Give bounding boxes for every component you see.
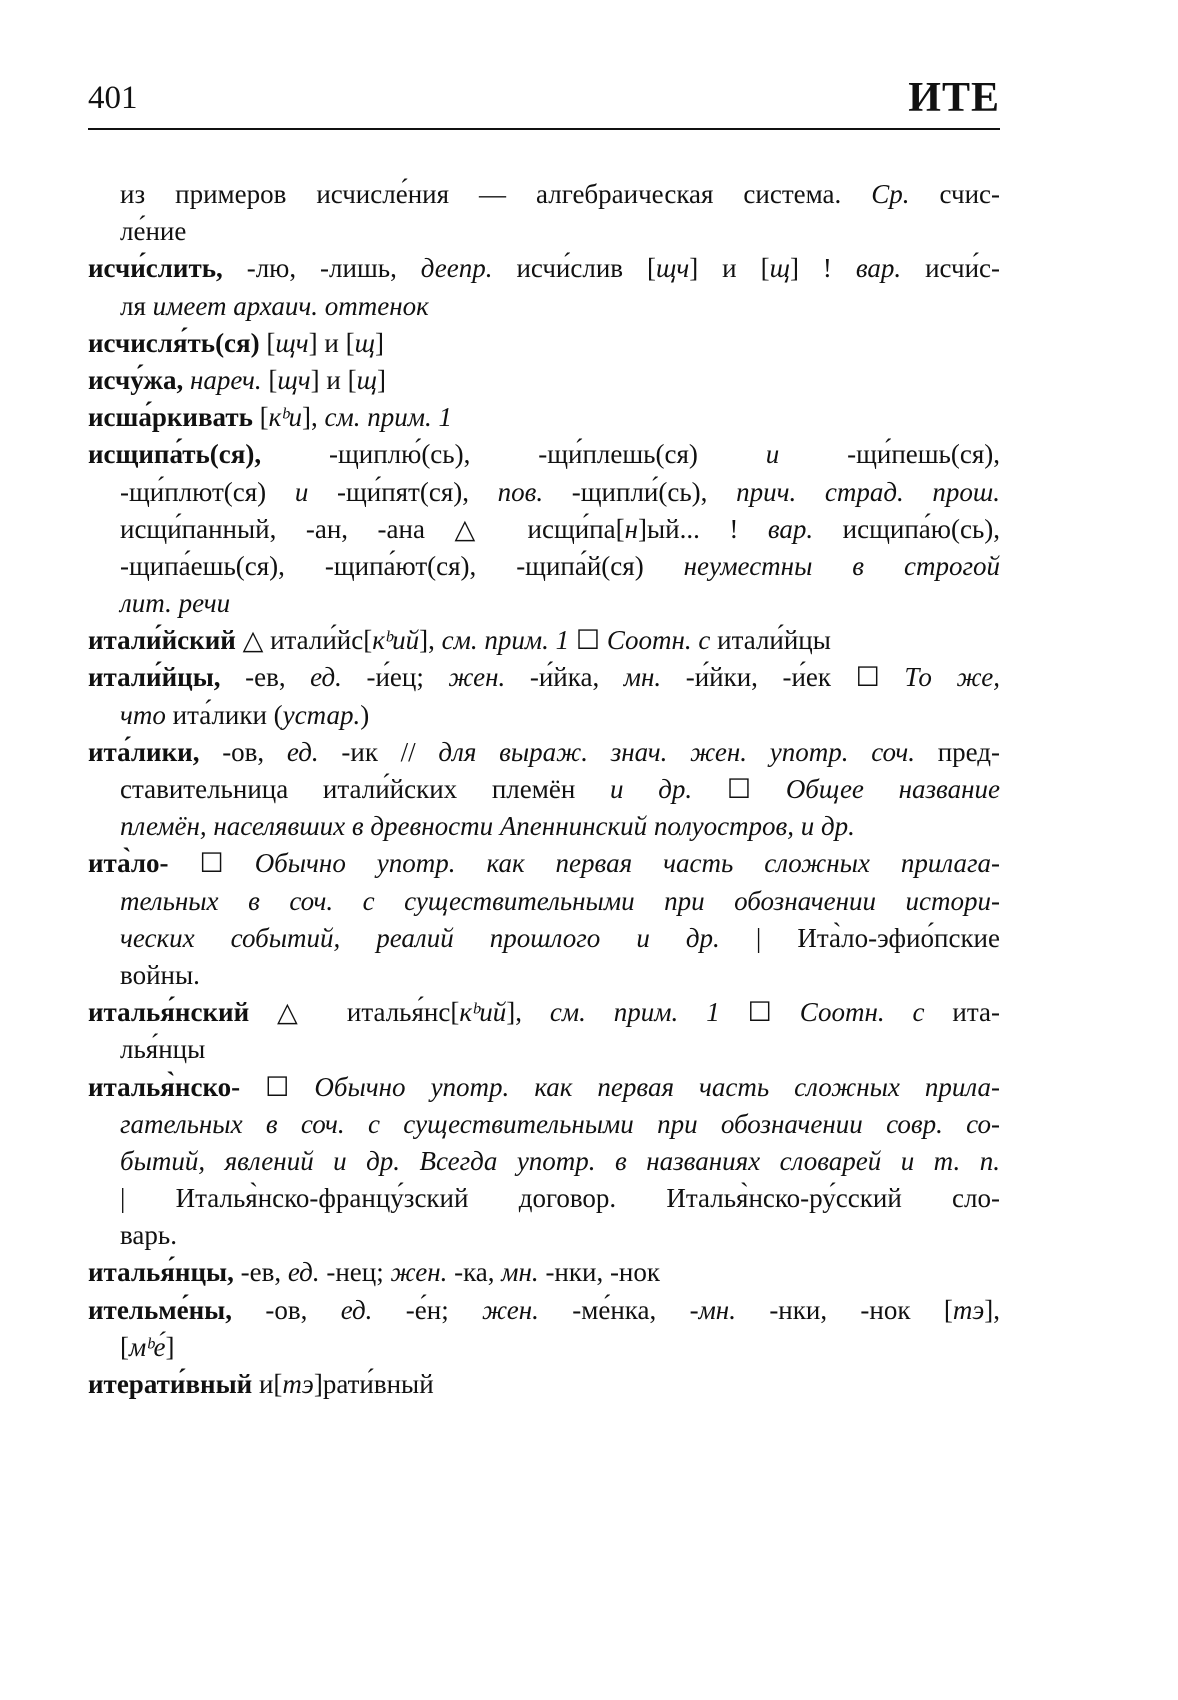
entry-line <box>88 994 1000 1031</box>
entry-text: -е́н; <box>372 1294 483 1325</box>
italic-note: и др. <box>610 774 693 804</box>
italic-note: прич. страд. прош. <box>736 476 1001 507</box>
entry-text: пред- <box>914 736 1001 767</box>
entry-text: | Италья̀нско-францу́зский договор. Италья̀нско-ру́сский сло- <box>120 1183 1000 1214</box>
entry-line <box>88 1254 1000 1291</box>
entry-line <box>88 585 1000 622</box>
entry-line <box>88 399 1000 436</box>
headword: исчисля́ть(ся) <box>88 327 260 358</box>
entry-text: войны. <box>120 959 200 990</box>
entry-line <box>88 1292 1000 1329</box>
entry-text: исчи́с- <box>901 253 1001 284</box>
entry-text: ☐ <box>168 848 255 879</box>
italic-note: для выраж. знач. жен. употр. соч. <box>438 736 915 767</box>
entry-text: -нки, -нок [ <box>735 1294 953 1325</box>
italic-note: деепр. <box>420 253 493 284</box>
entry-text: -щипа́ешь(ся), -щипа́ют(ся), -щипа́й(ся) <box>120 550 684 581</box>
headword: исчу́жа, <box>88 364 184 395</box>
entry-text: ☐ <box>569 625 607 656</box>
entry-continuation <box>88 176 1000 250</box>
entry-line <box>88 808 1000 845</box>
entry-line <box>88 548 1000 585</box>
entry-text: ]рати́вный <box>313 1369 434 1399</box>
headword: ительме́ны, <box>88 1294 232 1325</box>
dictionary-entry <box>88 399 1000 436</box>
entry-text: ☐ <box>692 774 786 804</box>
italic-note: То же, <box>904 662 1000 693</box>
dictionary-entry <box>88 1254 1000 1291</box>
italic-note: гательных в соч. с существительными при обозначении совр. со- <box>120 1108 1000 1139</box>
dictionary-entry <box>88 250 1000 324</box>
italic-note: мн. <box>501 1257 539 1288</box>
entry-text: -щи́пят(ся), <box>308 476 498 507</box>
italic-note: мн. <box>698 1294 736 1325</box>
entry-line <box>88 474 1000 511</box>
italic-note: племён, населявших в древности Апеннинский полуостров, и др. <box>120 811 855 842</box>
italic-note: Обычно употр. как первая часть сложных прилага- <box>254 848 1000 879</box>
entry-text: ], <box>984 1294 1000 1325</box>
entry-text: [ <box>252 402 269 433</box>
entry-text: -щиплю́(сь), -щи́плешь(ся) <box>261 439 766 470</box>
entry-line <box>88 436 1000 473</box>
entry-text: -и́ец; <box>341 662 449 693</box>
entry-line <box>88 659 1000 696</box>
entry-text: ) <box>360 699 370 730</box>
entry-line <box>88 288 1000 325</box>
dictionary-entry <box>88 1366 1000 1403</box>
entry-text: -лю, -лишь, <box>222 253 421 284</box>
entry-line <box>88 622 1000 659</box>
italic-note: ческих событий, реалий прошлого и др. <box>120 922 720 953</box>
entry-text: ита́лики ( <box>165 699 283 730</box>
italic-note: мн. <box>623 662 662 693</box>
entry-text: ☐ <box>719 997 800 1028</box>
entry-line <box>88 734 1000 771</box>
italic-note: щч <box>655 253 690 284</box>
italic-note: Общее название <box>785 774 1000 804</box>
dictionary-entry <box>88 622 1000 659</box>
italic-note: тэ <box>952 1294 985 1325</box>
italic-note: что <box>120 699 166 730</box>
headword: итерати́вный <box>88 1369 253 1399</box>
entry-text: ] <box>165 1331 175 1362</box>
italic-note: пов. <box>497 476 544 507</box>
entry-text: -нец; <box>319 1257 391 1288</box>
headword: итали́йцы, <box>88 662 221 693</box>
entry-text: исчи́слив [ <box>492 253 656 284</box>
italic-note: вар. <box>855 253 902 284</box>
entry-text: △ итали́йс[ <box>235 625 373 656</box>
dictionary-entry <box>88 1292 1000 1366</box>
italic-note: ед. <box>286 736 319 767</box>
header-rule <box>88 128 1000 130</box>
headword: италья̀нско- <box>88 1071 241 1102</box>
dictionary-entry <box>88 436 1000 622</box>
entry-line <box>88 362 1000 399</box>
italic-note: лит. речи <box>120 588 231 619</box>
entry-text: ита- <box>924 997 1000 1028</box>
italic-note: щч <box>277 364 311 395</box>
entry-text: счис- <box>909 179 1000 209</box>
dictionary-entry <box>88 734 1000 846</box>
italic-note: кᵇий <box>459 997 507 1028</box>
headword: исчи́слить, <box>88 253 223 284</box>
entry-text: ] и [ <box>689 253 770 284</box>
entry-line <box>88 1366 1000 1403</box>
italic-note: кᵇи <box>268 402 303 433</box>
entry-text: итали́йцы <box>710 625 831 656</box>
italic-note: тельных в соч. с существительными при обозначении истори- <box>120 885 1000 916</box>
italic-note: жен. <box>448 662 506 693</box>
italic-note: Соотн. с <box>799 997 925 1028</box>
entry-line <box>88 250 1000 287</box>
dictionary-entry <box>88 362 1000 399</box>
entry-text: ] ! <box>789 253 856 284</box>
headword: исщипа́ть(ся), <box>88 439 262 470</box>
entry-text: ля <box>120 290 153 321</box>
entry-text: лья́нцы <box>120 1034 206 1065</box>
italic-note: см. прим. 1 <box>441 625 570 656</box>
headword: италья́нцы, <box>88 1257 234 1288</box>
italic-note: неуместны в строгой <box>683 550 1000 581</box>
italic-note: нареч. <box>183 364 262 395</box>
entry-text: [ <box>259 327 276 358</box>
entry-text: | Ита̀ло-эфио́пские <box>719 922 1000 953</box>
entry-line <box>88 957 1000 994</box>
headword: ита̀ло- <box>88 848 169 879</box>
entry-text: ставительница итали́йских племён <box>120 774 611 804</box>
entry-line <box>88 920 1000 957</box>
entry-line <box>88 213 1000 250</box>
entry-text: ], <box>302 402 325 433</box>
headword: исша́ркивать <box>88 402 253 433</box>
italic-note: Соотн. с <box>606 625 711 656</box>
dictionary-entry <box>88 325 1000 362</box>
entry-line <box>88 1031 1000 1068</box>
italic-note: Ср. <box>871 179 910 209</box>
italic-note: бытий, явлений и др. Всегда употр. в названиях словарей и т. п. <box>120 1145 1000 1176</box>
italic-note: имеет архаич. оттенок <box>152 290 429 321</box>
entry-line <box>88 1069 1000 1106</box>
italic-note: Обычно употр. как первая часть сложных прила- <box>314 1071 1000 1102</box>
dictionary-entry <box>88 994 1000 1068</box>
dictionary-entries <box>88 176 1000 1403</box>
entry-text: △ италья́нс[ <box>249 997 460 1028</box>
italic-note: устар. <box>282 699 361 730</box>
dictionary-entry <box>88 845 1000 994</box>
headword: ита́лики, <box>88 736 200 767</box>
entry-text: исщи́панный, -ан, -ана △ исщи́па[ <box>120 513 625 544</box>
entry-text: -ов, <box>199 736 287 767</box>
italic-note: ед. <box>310 662 342 693</box>
entry-text: исщипа́ю(сь), <box>813 513 1000 544</box>
entry-line <box>88 1329 1000 1366</box>
dictionary-entry <box>88 1069 1000 1255</box>
italic-note: ед. <box>287 1257 320 1288</box>
entry-text: -нки, -нок <box>538 1257 661 1288</box>
entry-text: -ев, <box>220 662 311 693</box>
entry-line <box>88 1143 1000 1180</box>
dictionary-entry <box>88 659 1000 733</box>
entry-text: -щипли́(сь), <box>543 476 737 507</box>
italic-note: см. прим. 1 <box>549 997 720 1028</box>
italic-note: жен. <box>482 1294 539 1325</box>
entry-text: ], <box>506 997 550 1028</box>
running-head: ИТЕ <box>908 75 1000 121</box>
italic-note: и <box>765 439 780 470</box>
entry-text: ] и [ <box>310 364 357 395</box>
entry-text: ] <box>374 327 384 358</box>
entry-text: и[ <box>252 1369 283 1399</box>
entry-line <box>88 325 1000 362</box>
entry-text: -ка, <box>447 1257 502 1288</box>
entry-text: ☐ <box>240 1071 315 1102</box>
entry-text: -ик // <box>318 736 439 767</box>
entry-line <box>88 845 1000 882</box>
italic-note: щ <box>356 364 377 395</box>
italic-note: щ <box>769 253 790 284</box>
entry-text: из примеров исчисле́ния — алгебраическая система. <box>120 179 872 209</box>
entry-line <box>88 883 1000 920</box>
italic-note: и <box>294 476 309 507</box>
headword: итали́йский <box>88 625 236 656</box>
entry-text: [ <box>120 1331 129 1362</box>
italic-note: щ <box>354 327 375 358</box>
page-number: 401 <box>88 80 138 116</box>
headword: италья́нский <box>88 997 250 1028</box>
entry-text: -и́йки, -и́ек ☐ <box>661 662 905 693</box>
entry-line <box>88 771 1000 808</box>
entry-text: ле́ние <box>120 216 187 247</box>
entry-line <box>88 1217 1000 1254</box>
entry-text: ] и [ <box>308 327 355 358</box>
entry-line <box>88 1180 1000 1217</box>
entry-line <box>88 176 1000 213</box>
entry-text: -щи́плют(ся) <box>120 476 295 507</box>
entry-line <box>88 1106 1000 1143</box>
italic-note: мᵇе́ <box>129 1331 166 1362</box>
italic-note: кᵇий <box>372 625 420 656</box>
italic-note: щч <box>275 327 309 358</box>
entry-line <box>88 697 1000 734</box>
entry-text: -ев, <box>233 1257 288 1288</box>
italic-note: вар. <box>767 513 814 544</box>
entry-text: [ <box>261 364 278 395</box>
entry-text: -щи́пешь(ся), <box>779 439 1001 470</box>
entry-text: -ме́нка, - <box>538 1294 699 1325</box>
italic-note: ед. <box>340 1294 373 1325</box>
entry-text: ] <box>376 364 386 395</box>
italic-note: жен. <box>390 1257 448 1288</box>
entry-text: -ов, <box>232 1294 341 1325</box>
italic-note: тэ <box>282 1369 314 1399</box>
italic-note: см. прим. 1 <box>324 402 452 433</box>
entry-text: ], <box>419 625 442 656</box>
entry-text: ]ый... ! <box>638 513 768 544</box>
entry-text: варь. <box>120 1220 177 1251</box>
italic-note: н <box>624 513 639 544</box>
entry-line <box>88 511 1000 548</box>
entry-text: -и́йка, <box>505 662 624 693</box>
